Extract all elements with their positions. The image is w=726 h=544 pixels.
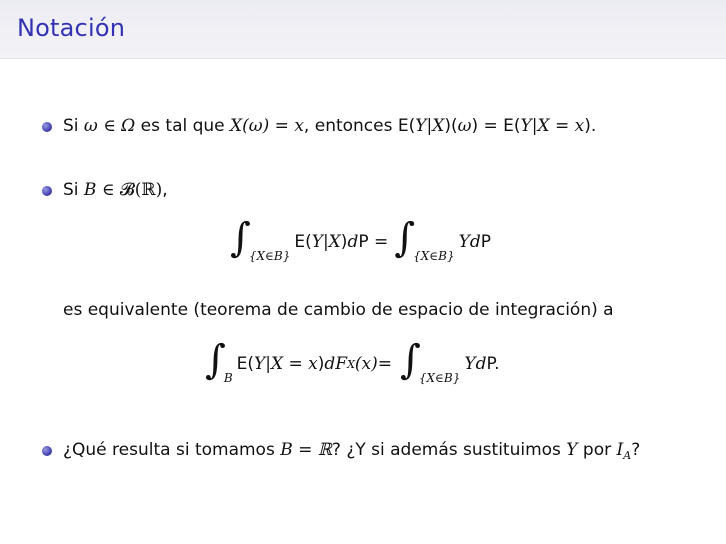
math-fragment: ) — [317, 354, 325, 374]
slide-header — [0, 0, 726, 59]
math-fragment: Y — [566, 440, 578, 460]
text-fragment: , — [162, 180, 168, 200]
math-subscript: A — [623, 449, 632, 462]
math-fragment: I — [616, 440, 624, 460]
text-fragment: , entonces E( — [303, 116, 416, 136]
math-fragment: Yd — [464, 354, 487, 374]
integral-sign: ∫ — [394, 215, 416, 261]
integral-sign: ∫ — [230, 215, 251, 261]
math-fragment: Y|X — [311, 232, 341, 252]
math-fragment: dF — [324, 354, 348, 374]
integral-sign: ∫ — [205, 337, 226, 383]
equation-2 — [205, 337, 500, 385]
integral-subscript: {X∈B} — [248, 249, 291, 263]
integral-subscript: {X∈B} — [413, 249, 455, 263]
text-fragment: Si — [63, 180, 84, 200]
equation-1 — [230, 215, 491, 263]
math-fragment: (x) — [354, 354, 378, 374]
bullet-icon — [42, 446, 52, 456]
math-fragment: E( — [236, 354, 255, 374]
text-fragment: Si — [63, 116, 84, 136]
integral-sign: ∫ — [400, 337, 421, 383]
math-fragment: Y|X = x — [254, 354, 318, 374]
text-fragment: por — [577, 440, 617, 460]
math-fragment: Y|X — [415, 116, 445, 136]
math-fragment: P — [480, 232, 491, 252]
math-fragment: ) — [340, 232, 348, 252]
math-fragment: d — [347, 232, 359, 252]
math-fragment: P. — [486, 354, 500, 374]
math-fragment: Y|X = x — [520, 116, 585, 136]
math-fragment: = — [377, 354, 393, 374]
text-fragment: ? ¿Y si además sustituimos — [331, 440, 567, 460]
bullet-icon — [42, 186, 52, 196]
text-fragment: )( — [444, 116, 458, 136]
integral-subscript: {X∈B} — [418, 371, 461, 385]
text-fragment: es tal que — [135, 116, 231, 136]
math-fragment: ω — [457, 116, 472, 136]
integral-subscript: B — [223, 371, 233, 385]
math-subscript: X — [347, 357, 355, 371]
math-fragment: 𝓑(ℝ) — [119, 180, 163, 200]
middle-text: es equivalente (teorema de cambio de espacio de integración) a — [63, 300, 614, 320]
math-fragment: E( — [294, 232, 312, 252]
text-fragment: ) = E( — [471, 116, 521, 136]
math-fragment: Yd — [458, 232, 481, 252]
math-fragment: B ∈ — [83, 180, 120, 200]
bullet-icon — [42, 122, 52, 132]
text-fragment: ? — [631, 440, 641, 460]
bullet-1-text — [63, 116, 596, 136]
text-fragment: ). — [584, 116, 597, 136]
bullet-2-text — [63, 180, 168, 200]
slide-title: Notación — [17, 14, 126, 42]
math-fragment: X(ω) = x — [230, 116, 304, 136]
math-fragment: P = — [358, 232, 389, 252]
math-fragment: ω ∈ Ω — [83, 116, 136, 136]
text-fragment: ¿Qué resulta si tomamos — [63, 440, 281, 460]
bullet-3-text — [63, 440, 640, 462]
math-fragment: B = ℝ — [280, 440, 332, 460]
